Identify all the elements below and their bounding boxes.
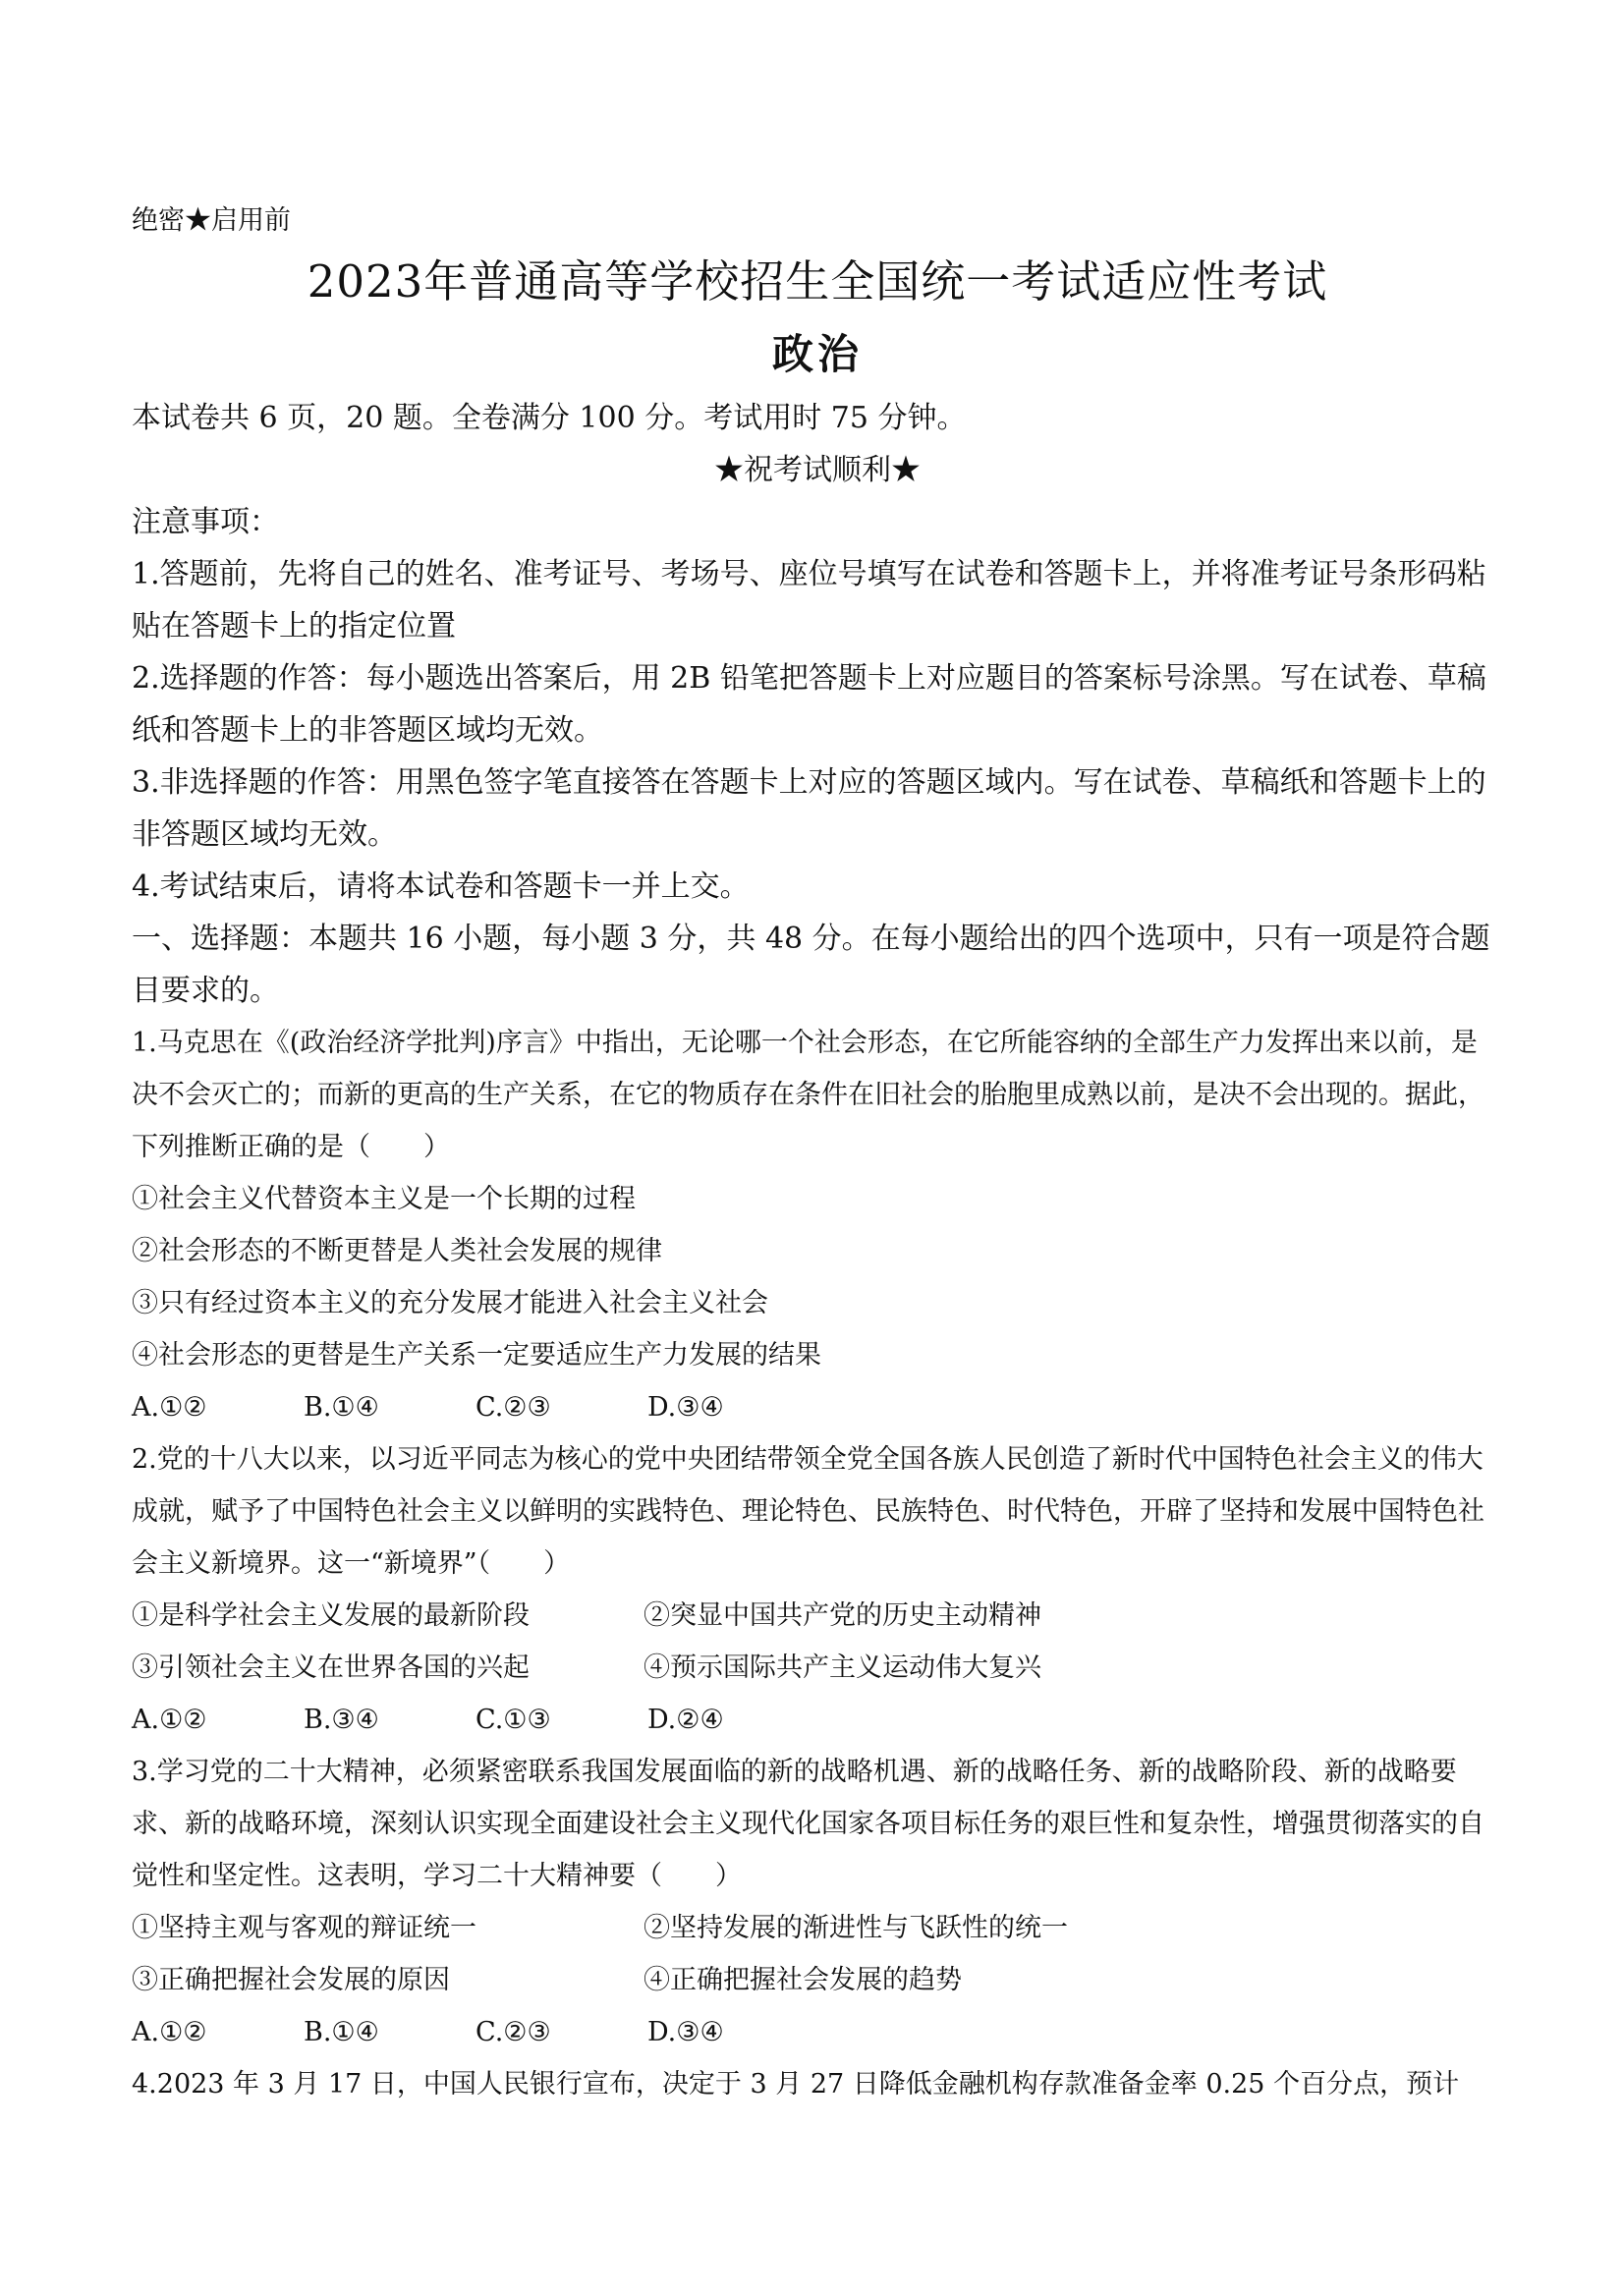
statement-option: ①是科学社会主义发展的最新阶段 <box>132 1600 530 1631</box>
choice-c: C.②③ <box>476 2017 551 2047</box>
statement-row <box>132 1642 1503 1694</box>
choice-d: D.③④ <box>647 1392 724 1423</box>
section-heading: 一、选择题：本题共 16 小题，每小题 3 分，共 48 分。在每小题给出的四个选项中，只有一项是符合题目要求的。 <box>132 922 1490 1008</box>
note-item: 3.非选择题的作答：用黑色签字笔直接答在答题卡上对应的答题区域内。写在试卷、草稿纸和答题卡上的非答题区域均无效。 <box>132 765 1486 852</box>
answer-choices <box>132 1381 1503 1433</box>
question-stem: 2.党的十八大以来，以习近平同志为核心的党中央团结带领全党全国各族人民创造了新时代中国特色社会主义的伟大成就，赋予了中国特色社会主义以鲜明的实践特色、理论特色、民族特色、时代特色，开辟了坚持和发展中国特色社会主义新境界。这一“新境界”（ ） <box>132 1444 1484 1579</box>
question-3 <box>132 1746 1503 2058</box>
question-stem: 4.2023 年 3 月 17 日，中国人民银行宣布，决定于 3 月 27 日降低金融机构存款准备金率 0.25 个百分点，预计 <box>132 2069 1460 2100</box>
subject-title: 政治 <box>771 330 863 378</box>
choice-b: B.①④ <box>304 1392 379 1423</box>
statement-option: ①坚持主观与客观的辩证统一 <box>132 1913 476 1943</box>
statement-option: ①社会主义代替资本主义是一个长期的过程 <box>132 1184 636 1214</box>
choice-d: D.②④ <box>647 1705 724 1735</box>
choice-d: D.③④ <box>647 2017 724 2047</box>
good-luck-line: ★祝考试顺利★ <box>714 453 921 487</box>
statement-option: ④正确把握社会发展的趋势 <box>644 1965 962 1995</box>
question-stem: 3.学习党的二十大精神，必须紧密联系我国发展面临的新的战略机遇、新的战略任务、新的战略阶段、新的战略要求、新的战略环境，深刻认识实现全面建设社会主义现代化国家各项目标任务的艰巨性和复杂性，增强贯彻落实的自觉性和坚定性。这表明，学习二十大精神要（ ） <box>132 1757 1484 1891</box>
choice-b: B.①④ <box>304 2017 379 2047</box>
statement-option: ②社会形态的不断更替是人类社会发展的规律 <box>132 1236 662 1266</box>
notes-block <box>132 496 1503 913</box>
answer-choices <box>132 1694 1503 1746</box>
answer-choices <box>132 2006 1503 2058</box>
exam-title: 2023年普通高等学校招生全国统一考试适应性考试 <box>307 255 1328 308</box>
note-item: 2.选择题的作答：每小题选出答案后，用 2B 铅笔把答题卡上对应题目的答案标号涂黑。写在试卷、草稿纸和答题卡上的非答题区域均无效。 <box>132 661 1486 748</box>
note-item: 1.答题前，先将自己的姓名、准考证号、考场号、座位号填写在试卷和答题卡上，并将准考证号条形码粘贴在答题卡上的指定位置 <box>132 557 1486 644</box>
statement-option: ②突显中国共产党的历史主动精神 <box>644 1600 1041 1631</box>
statement-row <box>132 1590 1503 1642</box>
choice-c: C.①③ <box>476 1705 551 1735</box>
choice-a: A.①② <box>132 2017 207 2047</box>
question-stem: 1.马克思在《(政治经济学批判)序言》中指出，无论哪一个社会形态，在它所能容纳的全部生产力发挥出来以前，是决不会灭亡的；而新的更高的生产关系，在它的物质存在条件在旧社会的胎胞里成熟以前，是决不会出现的。据此，下列推断正确的是（ ） <box>132 1028 1484 1162</box>
note-item: 4.考试结束后，请将本试卷和答题卡一并上交。 <box>132 869 750 904</box>
choice-a: A.①② <box>132 1705 207 1735</box>
statement-option: ④预示国际共产主义运动伟大复兴 <box>644 1652 1041 1683</box>
statement-option: ③引领社会主义在世界各国的兴起 <box>132 1652 530 1683</box>
question-4 <box>132 2058 1503 2110</box>
secret-mark: 绝密★启用前 <box>132 205 291 236</box>
notes-heading: 注意事项： <box>132 505 279 539</box>
choice-b: B.③④ <box>304 1705 379 1735</box>
statement-option: ④社会形态的更替是生产关系一定要适应生产力发展的结果 <box>132 1340 821 1371</box>
statement-row <box>132 1902 1503 1954</box>
statement-row <box>132 1954 1503 2006</box>
statement-option: ③只有经过资本主义的充分发展才能进入社会主义社会 <box>132 1288 768 1318</box>
statement-option: ②坚持发展的渐进性与飞跃性的统一 <box>644 1913 1068 1943</box>
question-2 <box>132 1433 1503 1746</box>
question-1 <box>132 1017 1503 1433</box>
choice-c: C.②③ <box>476 1392 551 1423</box>
choice-a: A.①② <box>132 1392 207 1423</box>
exam-info: 本试卷共 6 页，20 题。全卷满分 100 分。考试用时 75 分钟。 <box>132 401 967 435</box>
statement-option: ③正确把握社会发展的原因 <box>132 1965 450 1995</box>
